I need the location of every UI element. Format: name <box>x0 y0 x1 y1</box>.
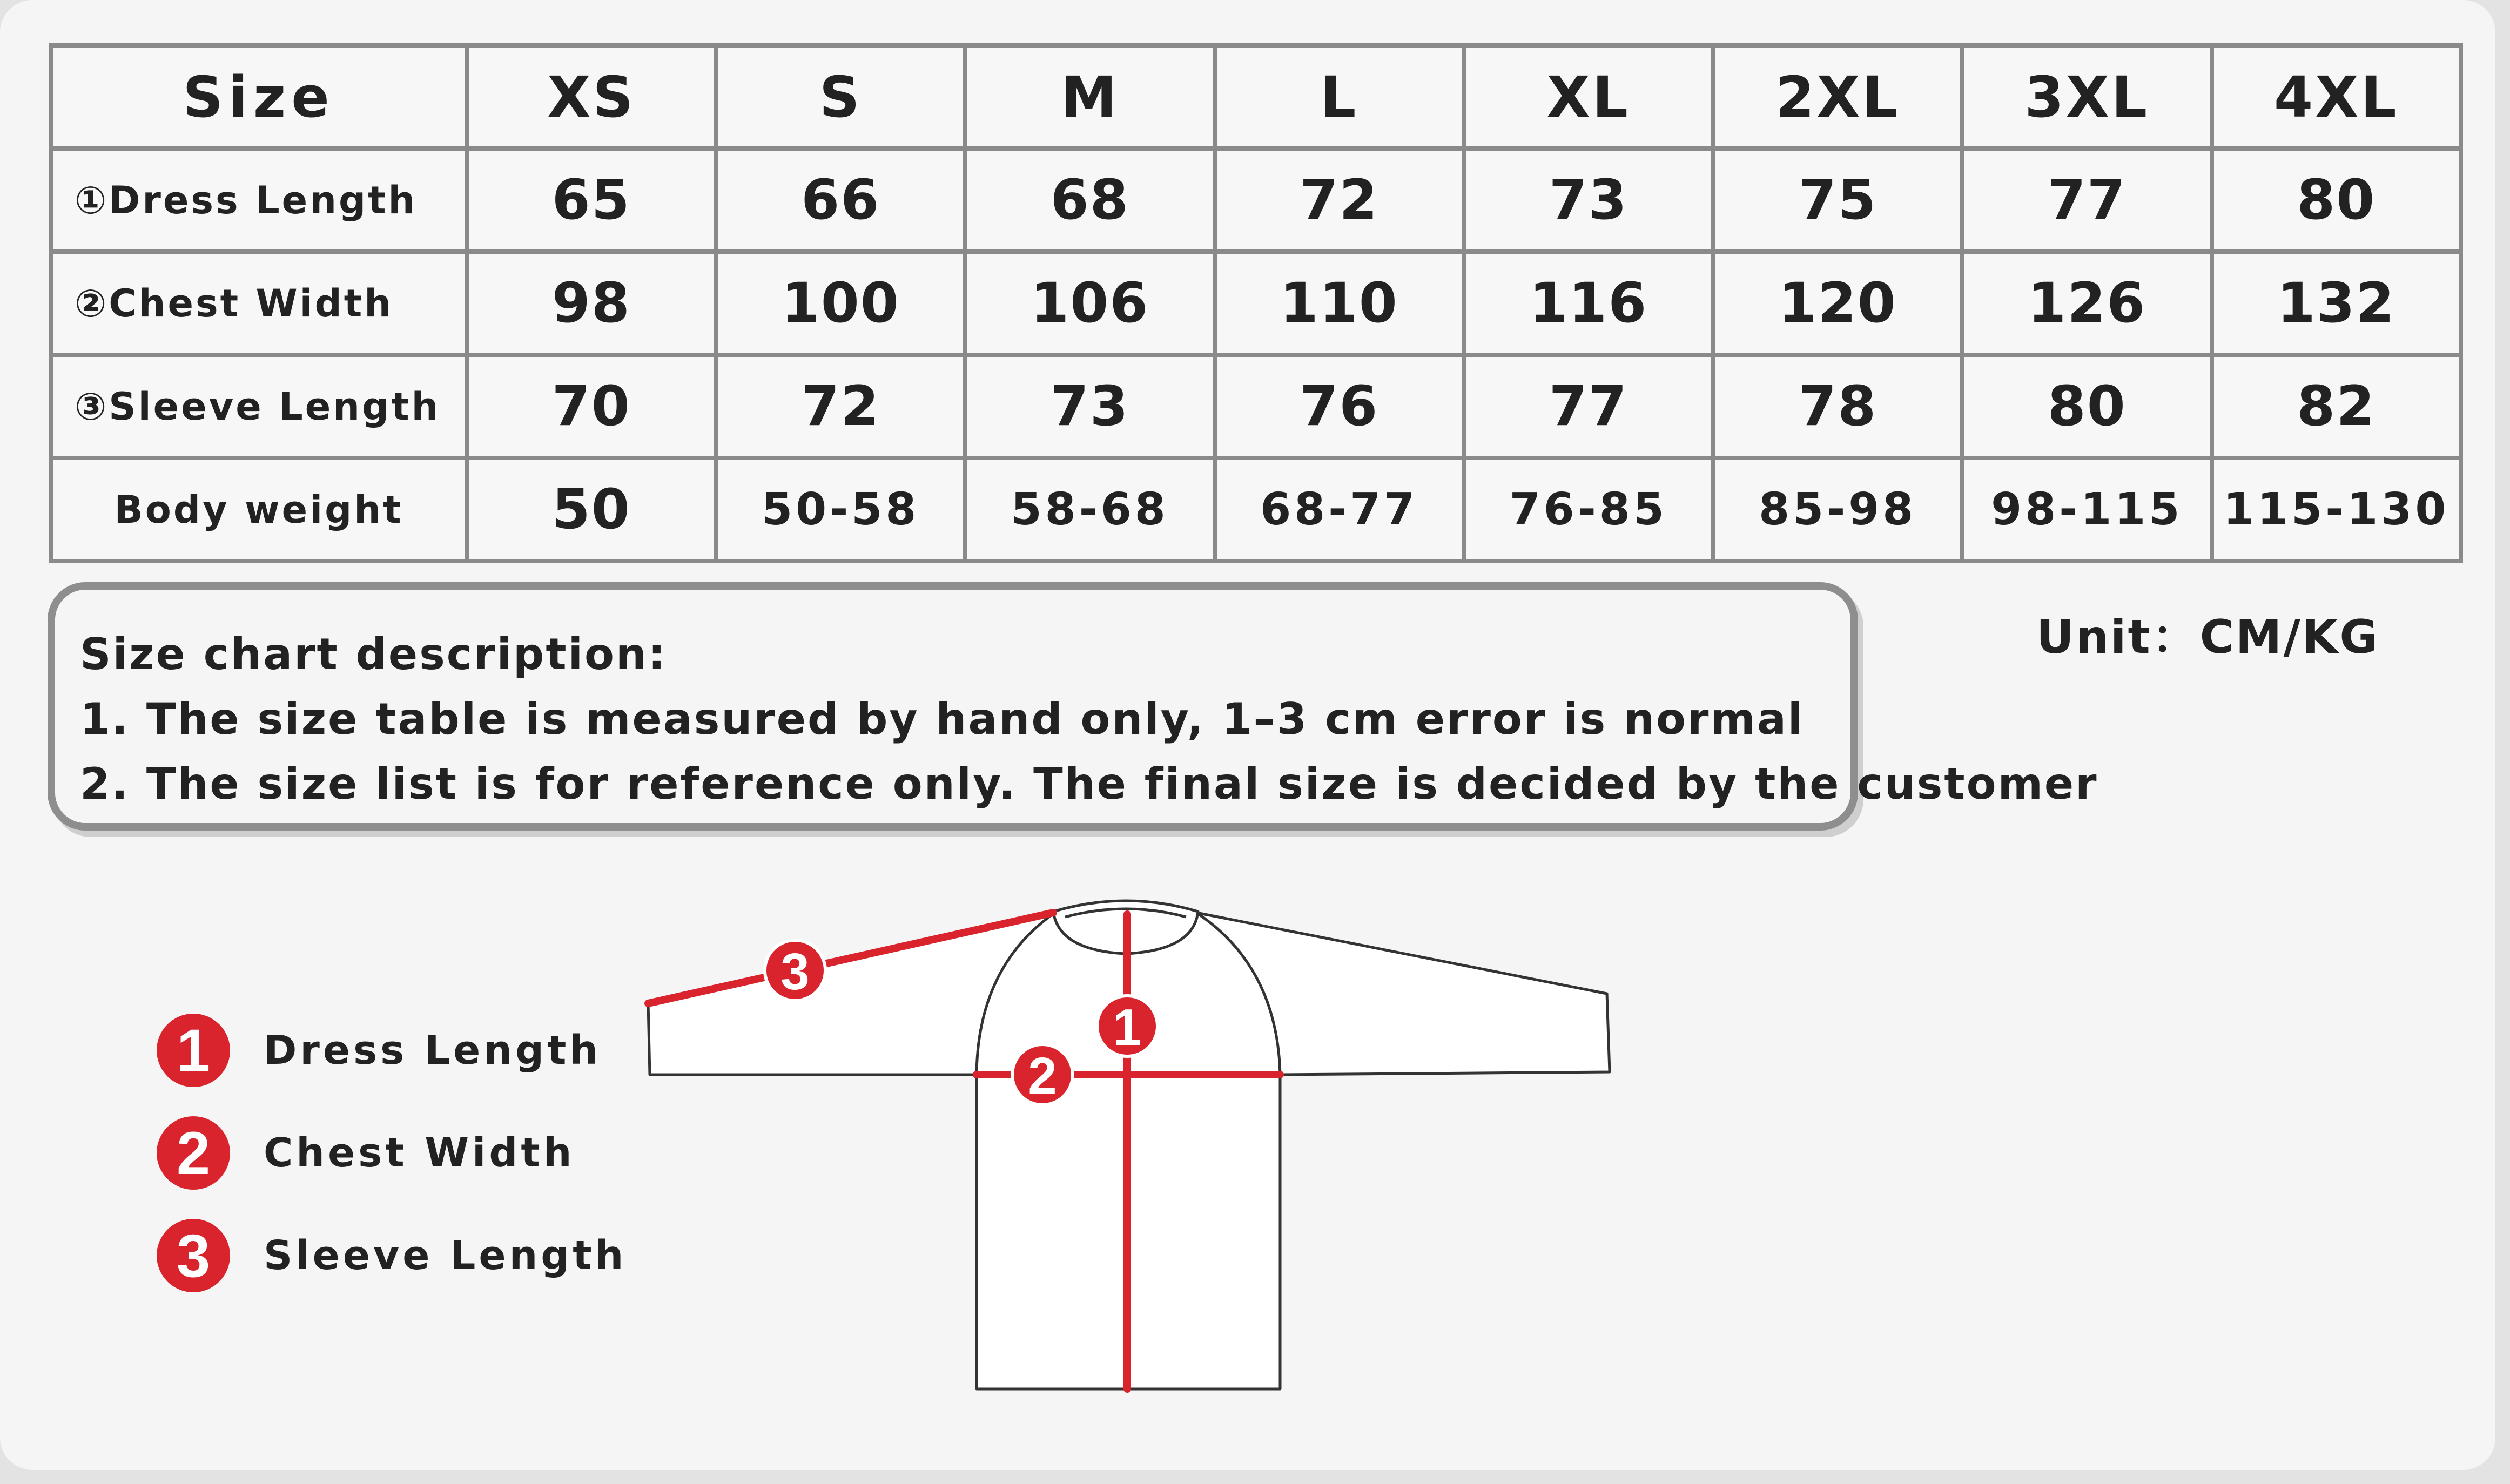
table-cell: 70 <box>467 355 716 458</box>
legend-label-chest-width: Chest Width <box>264 1130 575 1176</box>
table-cell: 50-58 <box>716 458 966 561</box>
marker-number-2: 2 <box>1028 1047 1057 1105</box>
table-cell: 110 <box>1215 252 1464 355</box>
row-label-sleeve-length: ③Sleeve Length <box>51 355 467 458</box>
table-cell: 82 <box>2212 355 2461 458</box>
diagram-marker-2 <box>1012 1044 1073 1105</box>
table-cell: 77 <box>1962 149 2212 252</box>
table-cell: 98-115 <box>1962 458 2212 561</box>
legend-label-sleeve-length: Sleeve Length <box>264 1232 627 1279</box>
table-cell: 58-68 <box>965 458 1215 561</box>
header-m: M <box>965 45 1215 149</box>
table-cell: 73 <box>965 355 1215 458</box>
table-cell: 50 <box>467 458 716 561</box>
table-cell: 68-77 <box>1215 458 1464 561</box>
table-cell: 132 <box>2212 252 2461 355</box>
table-cell: 75 <box>1713 149 1963 252</box>
header-4xl: 4XL <box>2212 45 2461 149</box>
marker-number-3: 3 <box>780 943 810 1001</box>
table-cell: 98 <box>467 252 716 355</box>
row-label-chest-width: ②Chest Width <box>51 252 467 355</box>
table-cell: 115-130 <box>2212 458 2461 561</box>
table-cell: 116 <box>1464 252 1713 355</box>
description-title: Size chart description: <box>80 629 667 679</box>
table-cell: 78 <box>1713 355 1963 458</box>
table-cell: 66 <box>716 149 966 252</box>
header-l: L <box>1215 45 1464 149</box>
legend-badge-3: 3 <box>157 1219 230 1292</box>
table-cell: 100 <box>716 252 966 355</box>
table-cell: 85-98 <box>1713 458 1963 561</box>
table-cell: 72 <box>716 355 966 458</box>
diagram-marker-1 <box>1097 996 1158 1056</box>
table-cell: 76-85 <box>1464 458 1713 561</box>
table-cell: 77 <box>1464 355 1713 458</box>
table-cell: 120 <box>1713 252 1963 355</box>
table-cell: 68 <box>965 149 1215 252</box>
header-s: S <box>716 45 966 149</box>
header-xl: XL <box>1464 45 1713 149</box>
unit-label: Unit：CM/KG <box>2036 610 2379 664</box>
description-line-1: 1. The size table is measured by hand only, 1–3 cm error is normal <box>80 694 1805 744</box>
table-cell: 73 <box>1464 149 1713 252</box>
row-label-dress-length: ①Dress Length <box>51 149 467 252</box>
header-size: Size <box>51 45 467 149</box>
table-cell: 106 <box>965 252 1215 355</box>
header-2xl: 2XL <box>1713 45 1963 149</box>
header-3xl: 3XL <box>1962 45 2212 149</box>
table-cell: 72 <box>1215 149 1464 252</box>
row-label-body-weight: Body weight <box>51 458 467 561</box>
legend-label-dress-length: Dress Length <box>264 1027 602 1074</box>
table-cell: 65 <box>467 149 716 252</box>
diagram-marker-3 <box>765 940 825 1001</box>
table-cell: 76 <box>1215 355 1464 458</box>
header-xs: XS <box>467 45 716 149</box>
legend-badge-1: 1 <box>157 1014 230 1087</box>
table-cell: 126 <box>1962 252 2212 355</box>
marker-number-1: 1 <box>1113 999 1142 1056</box>
legend-badge-2: 2 <box>157 1116 230 1190</box>
table-cell: 80 <box>1962 355 2212 458</box>
description-line-2: 2. The size list is for reference only. The final size is decided by the customer <box>80 759 2098 809</box>
table-cell: 80 <box>2212 149 2461 252</box>
